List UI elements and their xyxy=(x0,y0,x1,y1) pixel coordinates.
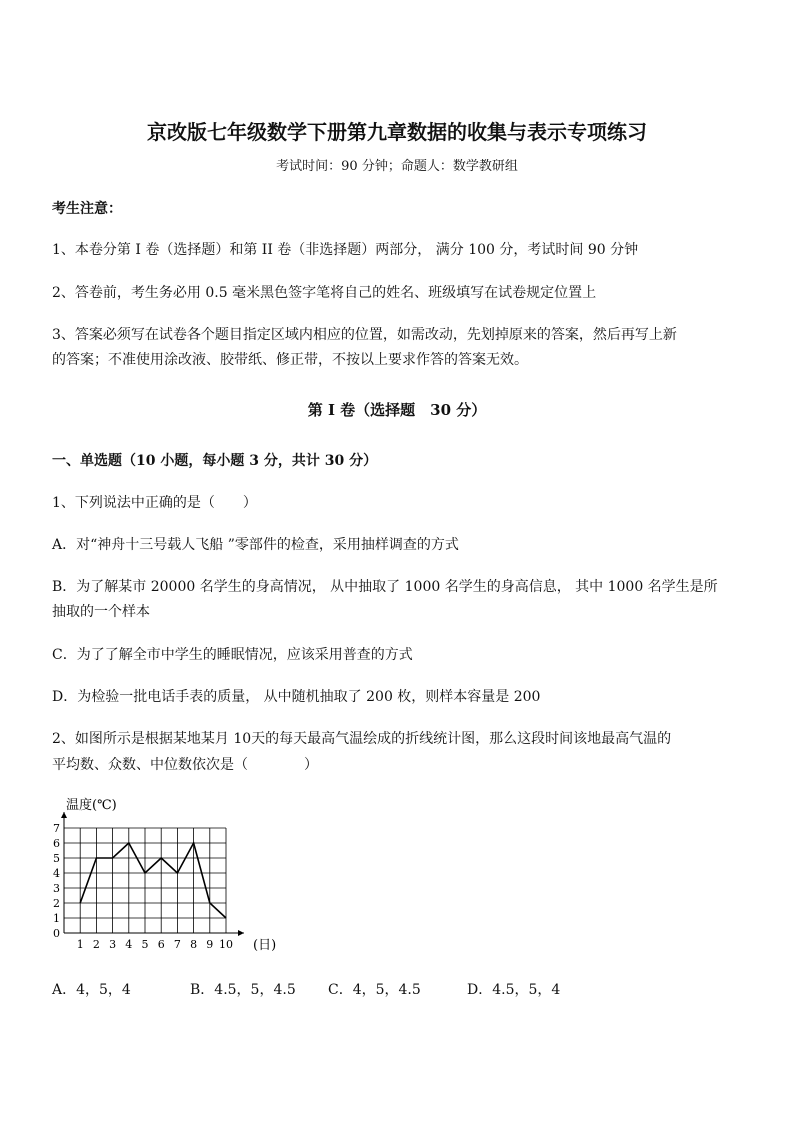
x-tick-label: 1 xyxy=(76,938,84,951)
chart-y-axis-label: 温度(℃) xyxy=(66,798,117,813)
chart-series-line xyxy=(80,843,226,918)
notice-item-1: 1、本卷分第 I 卷（选择题）和第 II 卷（非选择题）两部分， 满分 100 分，考试时间 90 分钟 xyxy=(52,242,639,258)
document-subtitle: 考试时间：90 分钟；命题人：数学教研组 xyxy=(276,159,518,174)
x-tick-label: 7 xyxy=(173,938,181,951)
question-2-option-b: B．4.5，5，4.5 xyxy=(190,982,296,998)
x-tick-label: 5 xyxy=(141,938,149,951)
part-heading: 一、单选题（10 小题，每小题 3 分，共计 30 分） xyxy=(52,453,378,469)
question-2-option-c: C．4，5，4.5 xyxy=(328,982,421,998)
chart-x-axis-label: (日) xyxy=(253,938,277,953)
y-tick-label: 7 xyxy=(53,822,60,835)
notice-item-3-cont: 的答案；不准使用涂改液、胶带纸、修正带，不按以上要求作答的答案无效。 xyxy=(52,352,528,368)
y-tick-label: 0 xyxy=(53,927,60,940)
question-1-option-a: A．对“神舟十三号载人飞船 ”零部件的检查，采用抽样调查的方式 xyxy=(52,537,459,553)
y-tick-label: 3 xyxy=(53,882,60,895)
x-tick-label: 4 xyxy=(125,938,133,951)
question-1-option-b: B．为了解某市 20000 名学生的身高情况， 从中抽取了 1000 名学生的身高信息， 其中 1000 名学生是所 xyxy=(52,579,718,595)
y-tick-label: 4 xyxy=(53,867,60,880)
x-tick-label: 10 xyxy=(219,938,233,951)
x-tick-label: 2 xyxy=(92,938,100,951)
notice-heading: 考生注意： xyxy=(52,201,122,217)
notice-item-3: 3、答案必须写在试卷各个题目指定区域内相应的位置，如需改动，先划掉原来的答案，然后再写上新 xyxy=(52,327,677,343)
question-1-stem: 1、下列说法中正确的是（ ） xyxy=(52,495,257,511)
question-1-option-b-cont: 抽取的一个样本 xyxy=(52,604,150,620)
y-tick-label: 1 xyxy=(53,912,60,925)
chart-axes xyxy=(61,812,244,936)
chart-y-ticks xyxy=(53,822,60,940)
y-tick-label: 2 xyxy=(53,897,60,910)
question-2-stem-line-1: 2、如图所示是根据某地某月 10天的每天最高气温绘成的折线统计图，那么这段时间该地最高气温的 xyxy=(52,731,672,747)
x-tick-label: 6 xyxy=(157,938,165,951)
x-tick-label: 3 xyxy=(109,938,117,951)
x-axis-arrow xyxy=(238,930,244,936)
question-1-option-d: D．为检验一批电话手表的质量， 从中随机抽取了 200 枚，则样本容量是 200 xyxy=(52,689,541,705)
question-2-option-a: A．4，5，4 xyxy=(52,982,131,998)
question-2-stem-line-2: 平均数、众数、中位数依次是（ ） xyxy=(52,757,318,773)
x-tick-label: 8 xyxy=(190,938,198,951)
document-title: 京改版七年级数学下册第九章数据的收集与表示专项练习 xyxy=(147,120,647,144)
y-tick-label: 5 xyxy=(53,852,60,865)
chart-x-ticks xyxy=(77,938,233,951)
x-tick-label: 9 xyxy=(206,938,214,951)
question-1-option-c: C．为了了解全市中学生的睡眠情况，应该采用普查的方式 xyxy=(52,647,413,663)
y-tick-label: 6 xyxy=(53,837,60,850)
section-title: 第 I 卷（选择题 30 分） xyxy=(307,401,487,419)
question-2-option-d: D．4.5，5，4 xyxy=(467,982,561,998)
temperature-line-chart xyxy=(48,792,298,960)
notice-item-2: 2、答卷前，考生务必用 0.5 毫米黑色签字笔将自己的姓名、班级填写在试卷规定位置上 xyxy=(52,285,597,301)
